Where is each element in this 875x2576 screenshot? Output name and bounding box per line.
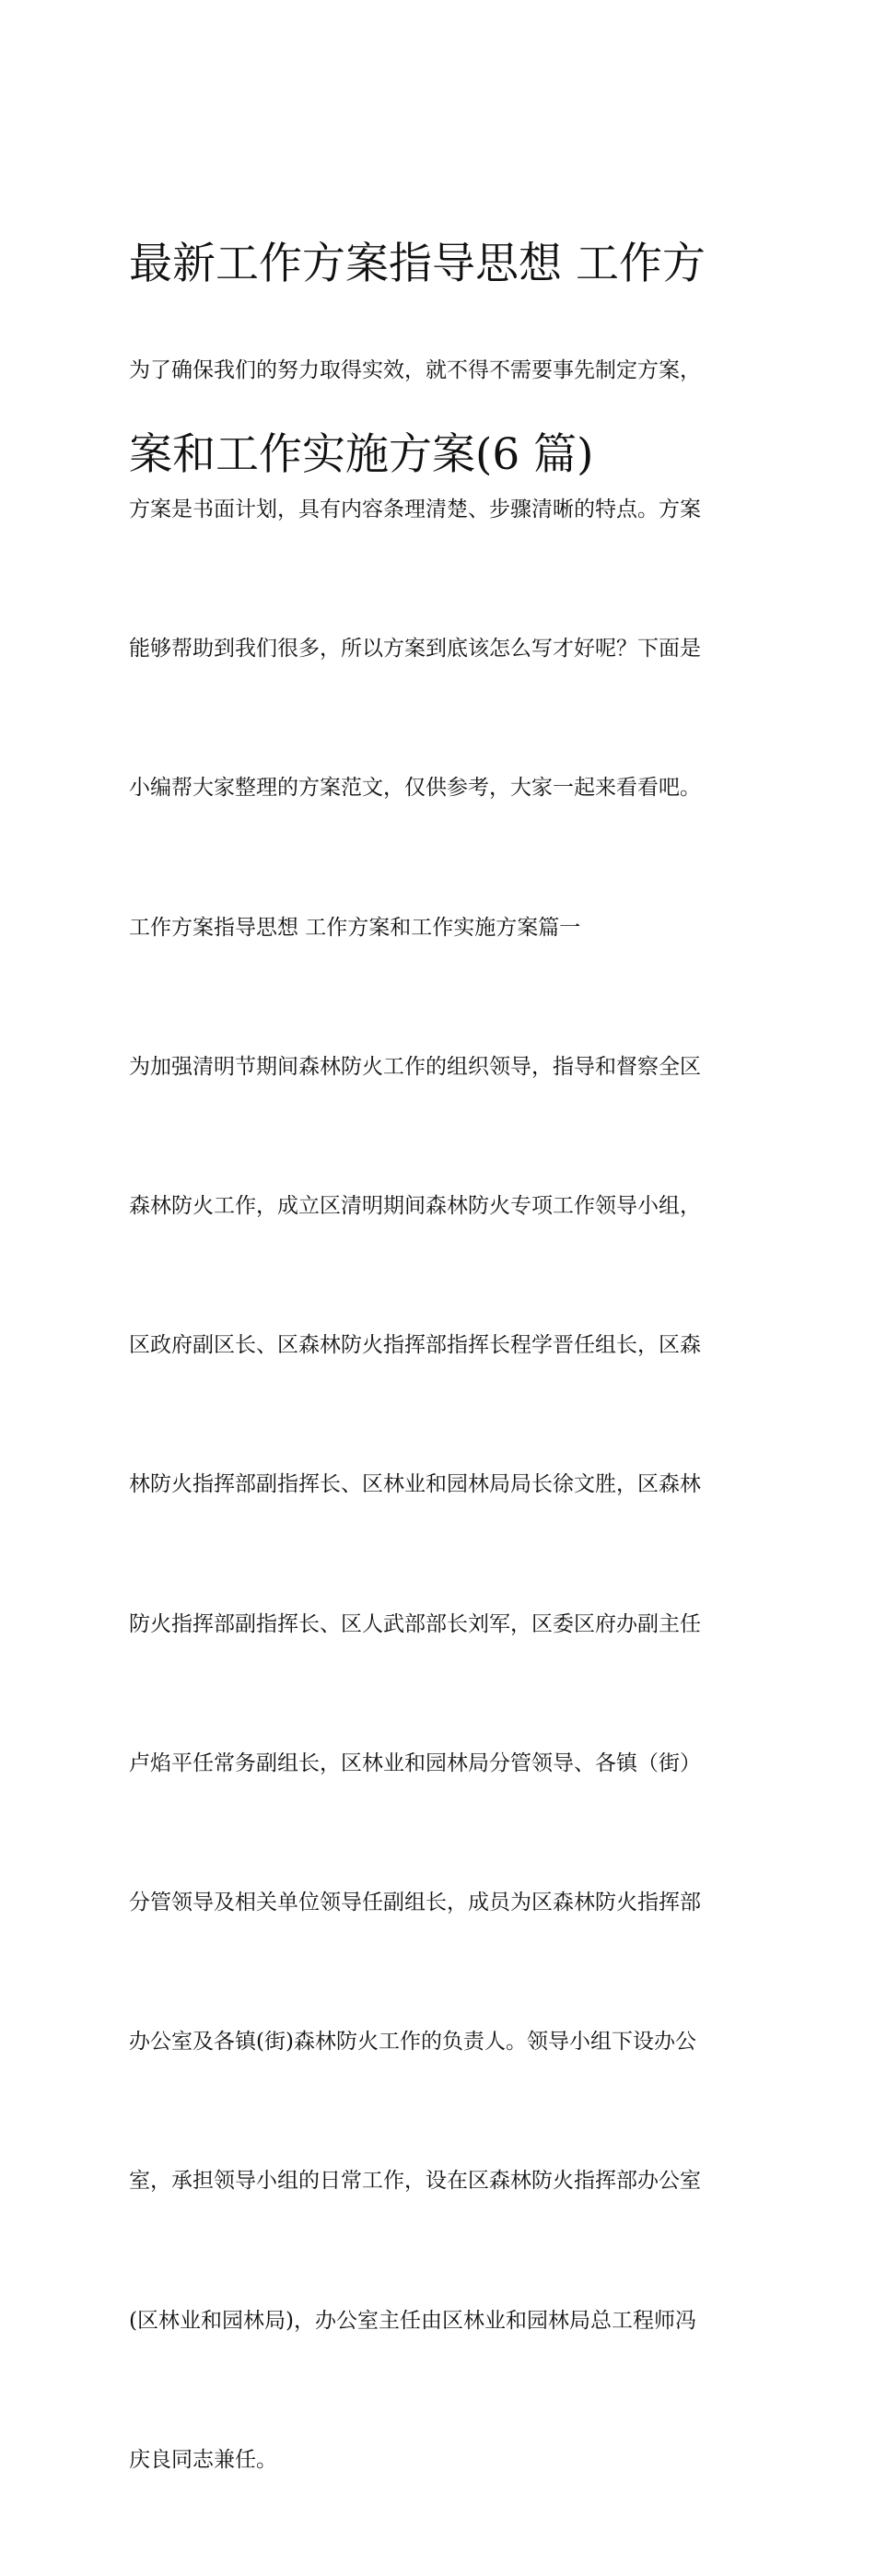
paragraph-line-9: 室，承担领导小组的日常工作，设在区森林防火指挥部办公室 xyxy=(129,2169,701,2194)
intro-line-1: 为了确保我们的努力取得实效，就不得不需要事先制定方案， xyxy=(129,357,701,382)
intro-line-3: 能够帮助到我们很多，所以方案到底该怎么写才好呢？下面是 xyxy=(129,637,701,662)
intro-line-4: 小编帮大家整理的方案范文，仅供参考，大家一起来看看吧。 xyxy=(129,776,701,801)
paragraph-line-11: 庆良同志兼任。 xyxy=(129,2447,277,2472)
paragraph-line-8: 办公室及各镇(街)森林防火工作的负责人。领导小组下设办公 xyxy=(129,2030,696,2055)
paragraph-line-5: 防火指挥部副指挥长、区人武部部长刘军，区委区府办副主任 xyxy=(129,1611,701,1636)
paragraph-line-7: 分管领导及相关单位领导任副组长，成员为区森林防火指挥部 xyxy=(129,1891,701,1915)
paragraph-line-6: 卢焰平任常务副组长，区林业和园林局分管领导、各镇（街） xyxy=(129,1751,701,1775)
paragraph-line-3: 区政府副区长、区森林防火指挥部指挥长程学晋任组长，区森 xyxy=(129,1333,701,1358)
intro-line-2: 方案是书面计划，具有内容条理清楚、步骤清晰的特点。方案 xyxy=(129,498,701,522)
section-heading: 工作方案指导思想 工作方案和工作实施方案篇一 xyxy=(129,915,581,940)
title-line-2: 案和工作实施方案(6 篇) xyxy=(129,429,594,480)
paragraph-line-2: 森林防火工作，成立区清明期间森林防火专项工作领导小组， xyxy=(129,1194,701,1219)
paragraph-line-10: (区林业和园林局)，办公室主任由区林业和园林局总工程师冯 xyxy=(129,2308,696,2333)
paragraph-line-4: 林防火指挥部副指挥长、区林业和园林局局长徐文胜，区森林 xyxy=(129,1472,701,1497)
title-line-1: 最新工作方案指导思想 工作方 xyxy=(129,239,706,289)
document-body xyxy=(129,254,764,2576)
paragraph-line-1: 为加强清明节期间森林防火工作的组织领导，指导和督察全区 xyxy=(129,1054,701,1079)
